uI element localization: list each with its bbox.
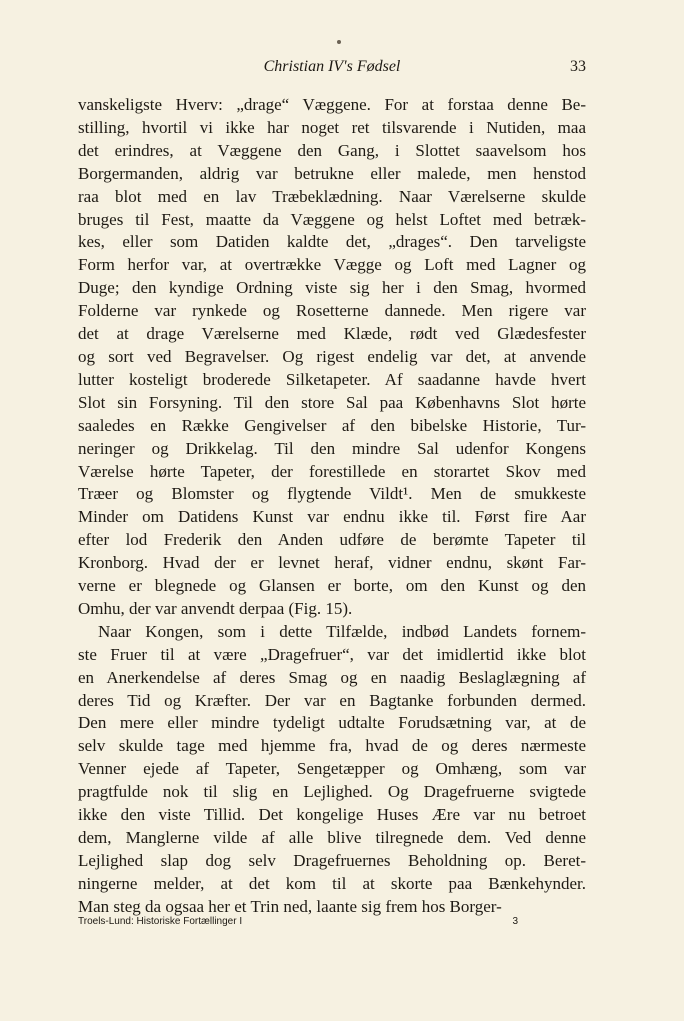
text-line: Form herfor var, at overtrække Vægge og Loft med Lagner og [78, 255, 586, 275]
text-line: stilling, hvortil vi ikke har noget ret tilsvarende i Nutiden, maa [78, 117, 586, 137]
text-line: vanskeligste Hverv: „drage“ Væggene. For at forstaa denne Be- [78, 95, 586, 114]
body-text [78, 94, 586, 919]
text-line: Duge; den kyndige Ordning viste sig her i den Smag, hvormed [78, 278, 586, 298]
text-line: kes, eller som Datiden kaldte det, „drages“. Den tarveligste [78, 232, 586, 252]
sheet-number: 3 [512, 916, 518, 927]
text-line: Den mere eller mindre tydeligt udtalte Forudsætning var, at de [78, 713, 586, 733]
text-line: Man steg da ogsaa her et Trin ned, laante sig frem hos Borger- [78, 896, 502, 916]
text-line: Værelse hørte Tapeter, der forestillede en storartet Skov med [78, 461, 586, 481]
text-line: ikke den viste Tillid. Det kongelige Huses Ære var nu betroet [78, 805, 586, 825]
running-header [78, 58, 586, 80]
text-line: ningerne melder, at det kom til at skorte paa Bænkehynder. [78, 873, 586, 893]
ink-blot [337, 40, 341, 44]
text-line: Træer og Blomster og flygtende Vildt¹. Men de smukkeste [78, 484, 586, 504]
printer-signature-line [78, 916, 518, 932]
text-line: saaledes en Række Gengivelser af den bibelske Historie, Tur- [78, 415, 586, 435]
text-line: neringer og Drikkelag. Til den mindre Sal udenfor Kongens [78, 438, 586, 458]
text-line: lutter kosteligt broderede Silketapeter. Af saadanne havde hvert [78, 369, 586, 389]
text-line: og sort ved Begravelser. Og rigest endelig var det, at anvende [78, 346, 586, 366]
text-line: Slot sin Forsyning. Til den store Sal paa Københavns Slot hørte [78, 392, 586, 412]
text-line: deres Tid og Kræfter. Der var en Bagtanke forbunden dermed. [78, 690, 586, 710]
text-line: en Anerkendelse af deres Smag og en naadig Beslaglægning af [78, 667, 586, 687]
running-title: Christian IV's Fødsel [263, 58, 401, 75]
text-line: det at drage Værelserne med Klæde, rødt ved Glædesfester [78, 324, 586, 344]
text-line: raa blot med en lav Træbeklædning. Naar Værelserne skulde [78, 186, 586, 206]
page-number: 33 [570, 58, 586, 75]
text-line: Omhu, der var anvendt derpaa (Fig. 15). [78, 598, 353, 618]
text-line: Lejlighed slap dog selv Dragefruernes Beholdning op. Beret- [78, 850, 586, 870]
text-line: selv skulde tage med hjemme fra, hvad de og deres nærmeste [78, 736, 586, 756]
paragraph [78, 94, 586, 621]
text-line: Kronborg. Hvad der er levnet heraf, vidner endnu, skønt Far- [78, 553, 586, 573]
text-line: dem, Manglerne vilde af alle blive tilregnede dem. Ved denne [78, 828, 586, 847]
text-line: bruges til Fest, maatte da Væggene og helst Loftet med betræk- [78, 209, 586, 229]
text-line: Naar Kongen, som i dette Tilfælde, indbød Landets fornem- [98, 621, 586, 641]
paragraph [78, 621, 586, 919]
text-line: det erindres, at Væggene den Gang, i Slottet saavelsom hos [78, 140, 586, 160]
text-line: Folderne var rynkede og Rosetterne dannede. Men rigere var [78, 301, 586, 321]
text-line: ste Fruer til at være „Dragefruer“, var det imidlertid ikke blot [78, 644, 586, 664]
text-line: Minder om Datidens Kunst var endnu ikke til. Først fire Aar [78, 507, 586, 527]
text-line: efter lod Frederik den Anden udføre de berømte Tapeter til [78, 530, 586, 550]
text-line: pragtfulde nok til slig en Lejlighed. Og Dragefruerne svigtede [78, 782, 586, 802]
text-line: verne er blegnede og Glansen er borte, om den Kunst og den [78, 576, 586, 596]
text-line: Borgermanden, aldrig var betrukne eller malede, men henstod [78, 163, 586, 183]
book-signature-text: Troels-Lund: Historiske Fortællinger I [78, 916, 243, 927]
text-line: Venner ejede af Tapeter, Sengetæpper og Omhæng, som var [78, 759, 586, 779]
